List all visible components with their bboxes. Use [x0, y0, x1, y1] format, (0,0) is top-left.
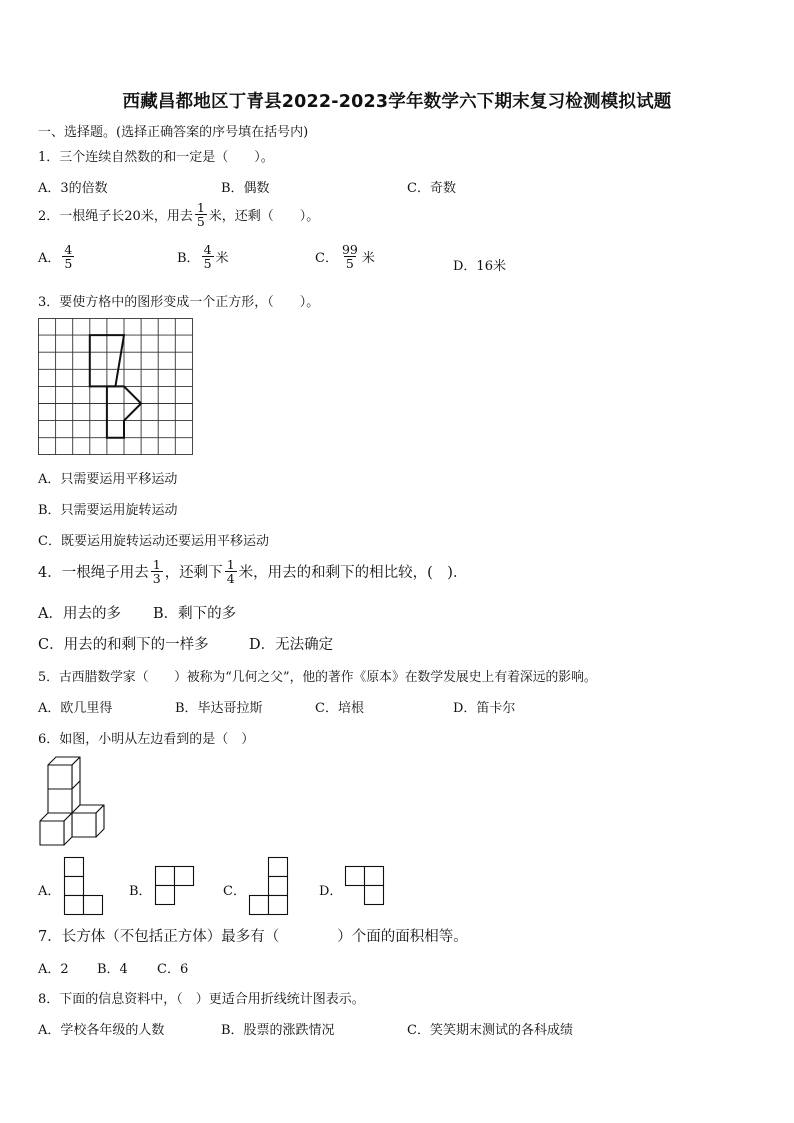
q2-option-b[interactable]	[177, 243, 229, 270]
q8-option-b[interactable]: B．股票的涨跌情况	[221, 1023, 335, 1038]
q6-option-d-label[interactable]: D．	[319, 884, 343, 899]
section-heading: 一、选择题。(选择正确答案的序号填在括号内)	[38, 125, 309, 140]
q4-frac2-num: 1	[226, 557, 235, 572]
q3-option-b[interactable]: B．只需要运用旋转运动	[38, 503, 178, 518]
q4-frac1-den: 3	[152, 571, 161, 587]
q6-option-c-label[interactable]: C．	[223, 884, 246, 899]
q8-option-c[interactable]: C．笑笑期末测试的各科成绩	[407, 1023, 573, 1038]
q2-option-c-den: 5	[345, 256, 354, 272]
q4-stem-text-b: ，还剩下	[164, 565, 223, 582]
q4-fraction-1	[151, 558, 163, 585]
q7-option-b[interactable]: B．4	[97, 962, 128, 977]
q2-option-d[interactable]: D．16米	[453, 259, 506, 274]
q2-option-a-label: A．	[38, 251, 61, 267]
q4-option-d[interactable]: D．无法确定	[249, 637, 334, 653]
q2-option-a-num: 4	[64, 242, 73, 257]
question-8-stem: 8．下面的信息资料中，（ ）更适合用折线统计图表示。	[38, 992, 365, 1007]
q8-option-a[interactable]: A．学校各年级的人数	[38, 1023, 165, 1038]
q2-option-c-label: C．	[315, 251, 338, 267]
q6-option-c-view[interactable]	[249, 857, 289, 917]
question-7-stem: 7．长方体（不包括正方体）最多有（ ）个面的面积相等。	[38, 929, 468, 945]
question-3-stem: 3．要使方格中的图形变成一个正方形，（ ）。	[38, 295, 320, 310]
q1-option-c[interactable]: C．奇数	[407, 181, 456, 196]
q2-stem-fraction	[195, 201, 207, 228]
q6-option-d-view[interactable]	[345, 866, 385, 906]
q4-frac1-num: 1	[152, 557, 161, 572]
q5-option-a[interactable]: A．欧几里得	[38, 701, 113, 716]
q2-option-c-fraction	[340, 243, 360, 270]
q6-option-b-view[interactable]	[155, 866, 195, 906]
q4-fraction-2	[225, 558, 237, 585]
q6-cube-stack-figure	[38, 757, 110, 853]
q3-option-c[interactable]: C．既要运用旋转运动还要运用平移运动	[38, 534, 269, 549]
q2-stem-frac-num: 1	[196, 200, 205, 215]
q4-stem-text-a: 4．一根绳子用去	[38, 565, 149, 582]
q4-option-c[interactable]: C．用去的和剩下的一样多	[38, 637, 209, 653]
q2-option-b-num: 4	[203, 242, 212, 257]
question-6-stem: 6．如图，小明从左边看到的是（ ）	[38, 732, 255, 747]
q1-option-a[interactable]: A．3的倍数	[38, 181, 108, 196]
question-1-stem: 1．三个连续自然数的和一定是（ ）。	[38, 150, 274, 165]
q2-stem-text-a: 2．一根绳子长20米，用去	[38, 209, 193, 225]
q2-option-b-den: 5	[203, 256, 212, 272]
q3-option-a[interactable]: A．只需要运用平移运动	[38, 472, 178, 487]
q2-option-b-label: B．	[177, 251, 200, 267]
q1-option-b[interactable]: B．偶数	[221, 181, 270, 196]
q3-grid-figure	[38, 318, 194, 456]
question-2-stem	[38, 201, 319, 228]
question-5-stem: 5．古西腊数学家（ ）被称为“几何之父”，他的著作《原本》在数学发展史上有着深远的影响。	[38, 670, 597, 685]
q4-option-a[interactable]: A．用去的多	[38, 606, 121, 622]
q7-option-c[interactable]: C．6	[157, 962, 189, 977]
question-4-stem	[38, 558, 467, 585]
q4-stem-text-c: 米，用去的和剩下的相比较，( )．	[238, 565, 468, 582]
q6-option-a-view[interactable]	[64, 857, 104, 917]
q2-option-c-num: 99	[341, 242, 358, 257]
q2-option-c-unit: 米	[361, 251, 375, 267]
q5-option-d[interactable]: D．笛卡尔	[453, 701, 516, 716]
q2-option-b-unit: 米	[215, 251, 229, 267]
q2-option-b-fraction	[202, 243, 214, 270]
q2-stem-frac-den: 5	[196, 214, 205, 230]
q2-option-a-fraction	[62, 243, 74, 270]
q2-option-a-den: 5	[64, 256, 73, 272]
q2-stem-text-b: 米，还剩（ ）。	[208, 209, 320, 225]
q6-option-b-label[interactable]: B．	[129, 884, 152, 899]
q6-option-a-label[interactable]: A．	[38, 884, 61, 899]
q2-option-c[interactable]	[315, 243, 375, 270]
page-title: 西藏昌都地区丁青县2022-2023学年数学六下期末复习检测模拟试题	[122, 92, 672, 112]
q4-option-b[interactable]: B．剩下的多	[153, 606, 237, 622]
q4-frac2-den: 4	[226, 571, 235, 587]
q2-option-a[interactable]	[38, 243, 76, 270]
q5-option-b[interactable]: B．毕达哥拉斯	[175, 701, 263, 716]
q5-option-c[interactable]: C．培根	[315, 701, 364, 716]
q7-option-a[interactable]: A．2	[38, 962, 69, 977]
